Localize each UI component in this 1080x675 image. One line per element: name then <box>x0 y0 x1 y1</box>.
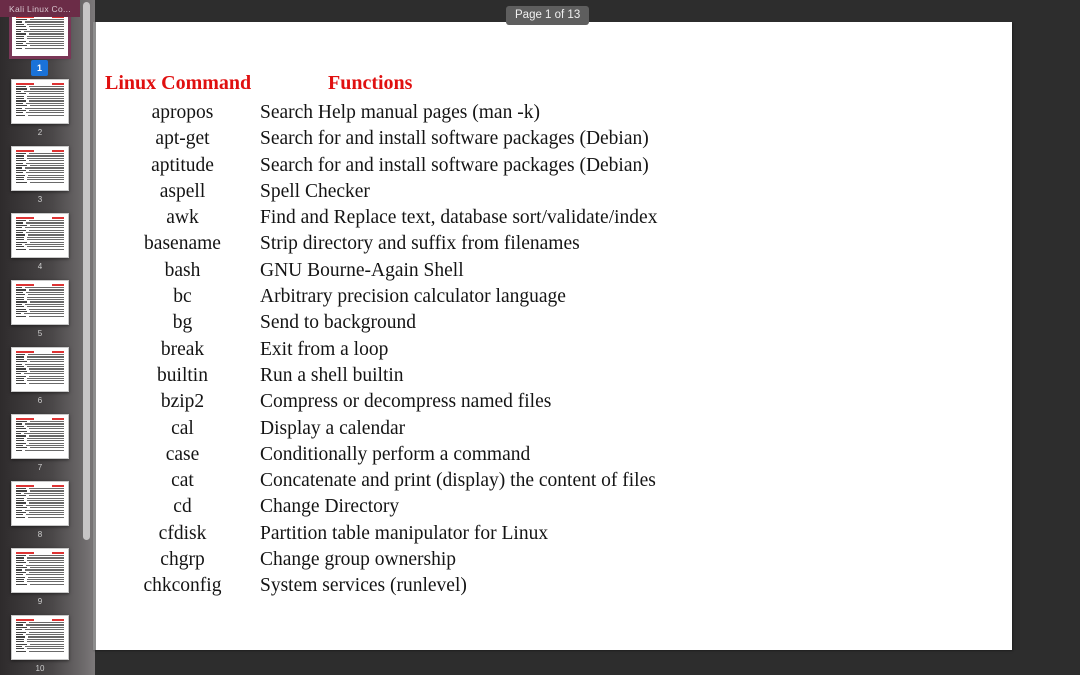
thumbnail-active-badge: 1 <box>31 60 48 76</box>
thumbnail-page-8[interactable] <box>0 481 80 539</box>
table-row <box>105 549 1005 575</box>
thumbnail-image[interactable] <box>11 280 69 325</box>
thumbnail-label: 8 <box>37 530 43 539</box>
table-header-row <box>105 72 1005 102</box>
cell-function: Change group ownership <box>260 549 457 571</box>
thumbnail-label: 2 <box>37 128 43 137</box>
table-row <box>105 496 1005 522</box>
cell-function: Conditionally perform a command <box>260 443 531 465</box>
table-row <box>105 312 1005 338</box>
thumbnail-sidebar <box>0 0 95 675</box>
cell-command: case <box>165 443 200 465</box>
sidebar-scrollbar[interactable] <box>83 0 90 675</box>
cell-function: Strip directory and suffix from filenames <box>260 233 580 255</box>
thumbnail-image[interactable] <box>11 213 69 258</box>
thumbnail-label: 3 <box>37 195 43 204</box>
table-row <box>105 181 1005 207</box>
thumbnail-page-10[interactable] <box>0 615 80 673</box>
thumbnail-image[interactable] <box>11 481 69 526</box>
table-row <box>105 470 1005 496</box>
thumbnail-preview <box>16 217 64 254</box>
cell-command: chkconfig <box>143 575 222 597</box>
cell-command: chgrp <box>160 549 205 571</box>
thumbnail-image[interactable] <box>11 146 69 191</box>
thumbnail-page-4[interactable] <box>0 213 80 271</box>
cell-function: Compress or decompress named files <box>260 391 552 413</box>
thumbnail-page-9[interactable] <box>0 548 80 606</box>
table-row <box>105 286 1005 312</box>
cell-function: Change Directory <box>260 496 400 518</box>
thumbnail-preview <box>16 150 64 187</box>
cell-function: Concatenate and print (display) the content of files <box>260 470 656 492</box>
cell-function: Find and Replace text, database sort/validate/index <box>260 207 658 229</box>
thumbnail-preview <box>16 485 64 522</box>
cell-command: basename <box>144 233 221 255</box>
table-row <box>105 575 1005 601</box>
thumbnail-image[interactable] <box>11 79 69 124</box>
cell-command: builtin <box>157 364 208 386</box>
thumbnail-page-1[interactable] <box>0 12 80 73</box>
thumbnail-image[interactable] <box>11 12 69 57</box>
cell-function: Partition table manipulator for Linux <box>260 522 549 544</box>
cell-command: break <box>160 338 205 360</box>
cell-function: Exit from a loop <box>260 338 389 360</box>
column-header-command: Linux Command <box>105 72 252 94</box>
cell-command: bc <box>173 286 192 308</box>
thumbnail-preview <box>16 16 64 53</box>
table-body <box>105 102 1005 602</box>
cell-command: cfdisk <box>158 522 207 544</box>
thumbnail-image[interactable] <box>11 548 69 593</box>
thumbnail-label: 7 <box>37 463 43 472</box>
thumbnail-label: 4 <box>37 262 43 271</box>
thumbnail-image[interactable] <box>11 615 69 660</box>
table-row <box>105 260 1005 286</box>
thumbnail-page-5[interactable] <box>0 280 80 338</box>
cell-function: Run a shell builtin <box>260 364 404 386</box>
window-title: Kali Linux Co... <box>0 0 80 17</box>
table-row <box>105 391 1005 417</box>
cell-function: GNU Bourne-Again Shell <box>260 259 464 281</box>
thumbnail-preview <box>16 83 64 120</box>
thumbnail-page-3[interactable] <box>0 146 80 204</box>
thumbnail-image[interactable] <box>11 414 69 459</box>
thumbnail-preview <box>16 619 64 656</box>
thumbnail-label: 10 <box>35 664 45 673</box>
thumbnail-label: 5 <box>37 329 43 338</box>
cell-function: Display a calendar <box>260 417 406 439</box>
cell-command: apt-get <box>155 128 210 150</box>
cell-command: aspell <box>159 180 206 202</box>
cell-function: Spell Checker <box>260 180 370 202</box>
thumbnail-preview <box>16 284 64 321</box>
cell-command: cat <box>171 470 194 492</box>
thumbnail-page-7[interactable] <box>0 414 80 472</box>
cell-command: bg <box>172 312 193 334</box>
command-table <box>105 72 1005 602</box>
thumbnail-preview <box>16 418 64 455</box>
document-page[interactable] <box>93 22 1012 650</box>
thumbnail-preview <box>16 351 64 388</box>
thumbnail-page-6[interactable] <box>0 347 80 405</box>
thumbnail-label: 6 <box>37 396 43 405</box>
thumbnail-list[interactable] <box>0 0 80 675</box>
table-row <box>105 233 1005 259</box>
table-row <box>105 365 1005 391</box>
cell-function: Search Help manual pages (man -k) <box>260 102 540 123</box>
cell-command: aptitude <box>151 154 214 176</box>
cell-command: bash <box>164 259 201 281</box>
cell-command: bzip2 <box>160 391 205 413</box>
cell-function: System services (runlevel) <box>260 575 467 597</box>
table-row <box>105 155 1005 181</box>
table-row <box>105 207 1005 233</box>
table-row <box>105 102 1005 128</box>
cell-function: Arbitrary precision calculator language <box>260 286 566 308</box>
table-row <box>105 339 1005 365</box>
cell-command: cd <box>173 496 192 518</box>
table-row <box>105 444 1005 470</box>
table-row <box>105 128 1005 154</box>
cell-function: Send to background <box>260 312 416 334</box>
thumbnail-image[interactable] <box>11 347 69 392</box>
cell-function: Search for and install software packages (Debian) <box>260 128 649 150</box>
cell-function: Search for and install software packages (Debian) <box>260 154 649 176</box>
thumbnail-preview <box>16 552 64 589</box>
page-indicator: Page 1 of 13 <box>506 6 589 25</box>
table-row <box>105 523 1005 549</box>
thumbnail-page-2[interactable] <box>0 79 80 137</box>
thumbnail-label: 9 <box>37 597 43 606</box>
cell-command: cal <box>171 417 194 439</box>
cell-command: apropos <box>151 102 214 123</box>
column-header-functions: Functions <box>328 72 413 94</box>
table-row <box>105 418 1005 444</box>
cell-command: awk <box>166 207 199 229</box>
sidebar-scrollbar-thumb[interactable] <box>83 2 90 540</box>
